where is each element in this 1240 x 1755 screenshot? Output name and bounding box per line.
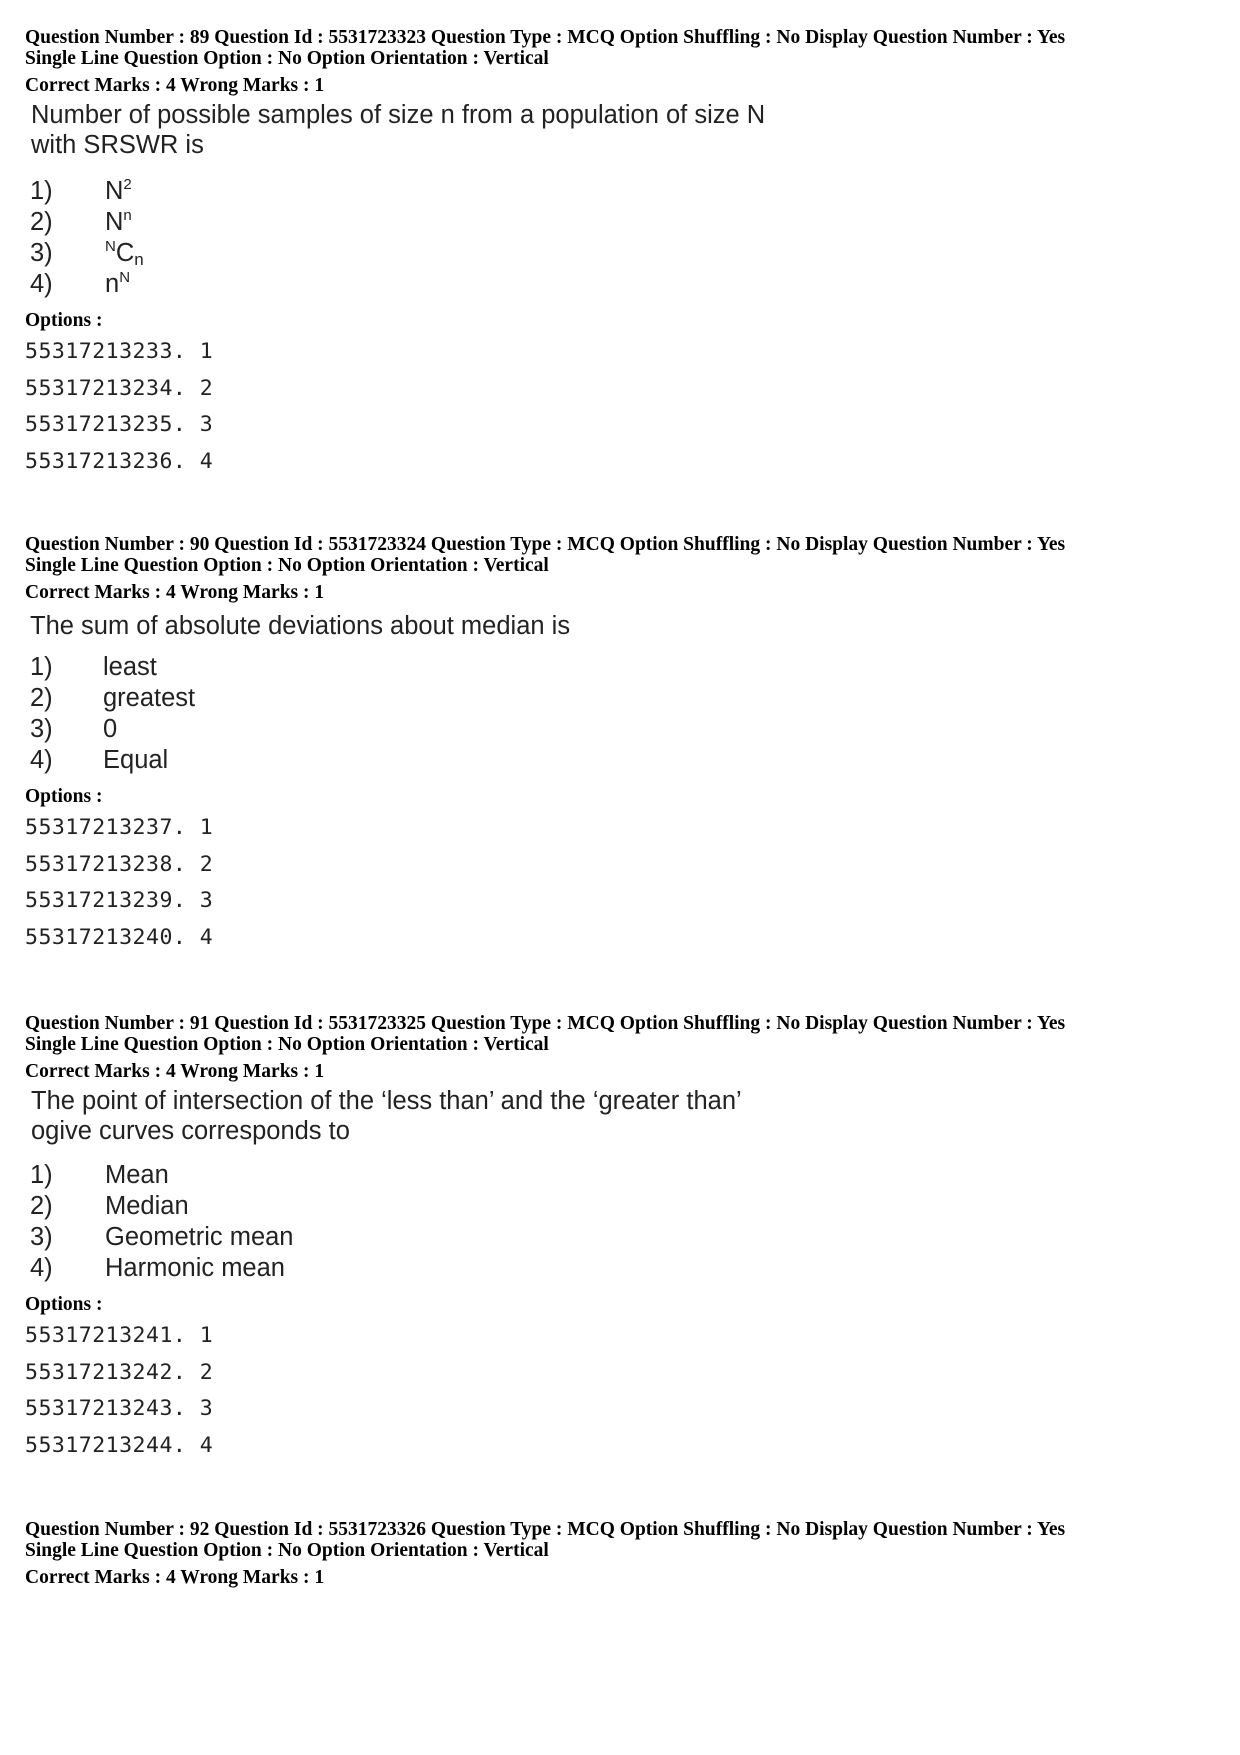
question-text [31, 100, 1215, 160]
option-code: 55317213240. 4 [25, 924, 214, 950]
choice-superscript: N [119, 269, 131, 286]
choice-label: Mean [105, 1161, 169, 1189]
choice-item [30, 714, 1215, 745]
option-code: 55317213239. 3 [25, 888, 214, 913]
choice-base: n [105, 270, 120, 298]
question-text-line: Number of possible samples of size n from a population of size N [31, 101, 766, 129]
options-label: Options : [25, 786, 103, 807]
option-code: 55317213238. 2 [25, 851, 214, 877]
question-text-line: ogive curves corresponds to [31, 1117, 350, 1145]
choice-value [105, 269, 130, 300]
choice-number: 4) [30, 1254, 53, 1282]
question-meta-line1: Question Number : 90 Question Id : 5531723324 Question Type : MCQ Option Shuffling : No Display Question Number : Yes [25, 534, 1066, 555]
option-code-list [25, 334, 1215, 480]
choice-item [30, 1160, 1215, 1191]
choice-value [105, 176, 132, 207]
choice-number: 1) [30, 653, 53, 681]
choice-value [105, 207, 132, 238]
choice-base: C [115, 239, 135, 267]
choice-list [30, 1160, 1215, 1284]
choice-item [30, 176, 1215, 207]
choice-label: Equal [103, 746, 169, 774]
question-91 [25, 1013, 1215, 1464]
choice-superscript: 2 [123, 176, 132, 193]
question-89 [25, 27, 1215, 480]
choice-item [30, 745, 1215, 776]
choice-list [30, 652, 1215, 776]
choice-item [30, 652, 1215, 683]
choice-item [30, 1191, 1215, 1222]
option-code-list [25, 1318, 1215, 1464]
choice-number: 2) [30, 684, 53, 712]
choice-base: N [105, 177, 124, 205]
question-meta-line1: Question Number : 91 Question Id : 5531723325 Question Type : MCQ Option Shuffling : No Display Question Number : Yes [25, 1013, 1066, 1034]
choice-label: Harmonic mean [105, 1254, 285, 1282]
option-code: 55317213233. 1 [25, 339, 214, 364]
choice-number: 1) [30, 1161, 53, 1189]
choice-number: 3) [30, 715, 53, 743]
question-92 [25, 1519, 1215, 1588]
choice-list [30, 176, 1215, 300]
choice-item [30, 1253, 1215, 1284]
question-body [25, 611, 1215, 776]
option-code: 55317213243. 3 [25, 1396, 214, 1421]
question-meta-line1: Question Number : 92 Question Id : 5531723326 Question Type : MCQ Option Shuffling : No Display Question Number : Yes [25, 1519, 1066, 1540]
question-meta-line2: Single Line Question Option : No Option Orientation : Vertical [25, 48, 549, 69]
question-text [30, 611, 1215, 641]
question-90 [25, 534, 1215, 956]
choice-superscript: n [123, 207, 132, 224]
question-text-line: with SRSWR is [31, 131, 204, 159]
choice-number: 3) [30, 1223, 53, 1251]
question-meta-line2: Single Line Question Option : No Option Orientation : Vertical [25, 1034, 549, 1055]
option-code-list [25, 810, 1215, 956]
option-code: 55317213235. 3 [25, 412, 214, 437]
option-code: 55317213237. 1 [25, 815, 214, 840]
choice-number: 2) [30, 1192, 53, 1220]
question-body [25, 100, 1215, 300]
option-code: 55317213242. 2 [25, 1359, 214, 1385]
option-code: 55317213241. 1 [25, 1323, 214, 1348]
question-text-line: The sum of absolute deviations about median is [30, 612, 571, 640]
choice-label: greatest [103, 684, 196, 712]
choice-value [105, 238, 144, 269]
question-body [25, 1086, 1215, 1284]
options-label: Options : [25, 1294, 103, 1315]
choice-number: 3) [30, 239, 53, 267]
choice-number: 4) [30, 746, 53, 774]
choice-label: Geometric mean [105, 1223, 294, 1251]
marks-line: Correct Marks : 4 Wrong Marks : 1 [25, 1061, 325, 1082]
choice-number: 1) [30, 177, 53, 205]
choice-number: 2) [30, 208, 53, 236]
options-label: Options : [25, 310, 103, 331]
choice-label: least [103, 653, 157, 681]
choice-label: Median [105, 1192, 189, 1220]
choice-label: 0 [103, 715, 118, 743]
marks-line: Correct Marks : 4 Wrong Marks : 1 [25, 1567, 325, 1588]
choice-item [30, 238, 1215, 269]
question-text-line: The point of intersection of the ‘less than’ and the ‘greater than’ [31, 1087, 742, 1115]
choice-item [30, 683, 1215, 714]
choice-item [30, 269, 1215, 300]
marks-line: Correct Marks : 4 Wrong Marks : 1 [25, 582, 325, 603]
choice-presuperscript: N [105, 238, 116, 255]
option-code: 55317213234. 2 [25, 375, 214, 401]
option-code: 55317213244. 4 [25, 1432, 214, 1458]
question-meta-line2: Single Line Question Option : No Option Orientation : Vertical [25, 1540, 549, 1561]
choice-item [30, 207, 1215, 238]
choice-number: 4) [30, 270, 53, 298]
marks-line: Correct Marks : 4 Wrong Marks : 1 [25, 75, 325, 96]
question-text [31, 1086, 1215, 1146]
choice-base: N [105, 208, 124, 236]
choice-item [30, 1222, 1215, 1253]
question-meta-line1: Question Number : 89 Question Id : 5531723323 Question Type : MCQ Option Shuffling : No Display Question Number : Yes [25, 27, 1066, 48]
option-code: 55317213236. 4 [25, 448, 214, 474]
question-meta-line2: Single Line Question Option : No Option Orientation : Vertical [25, 555, 549, 576]
choice-subscript: n [134, 250, 144, 269]
